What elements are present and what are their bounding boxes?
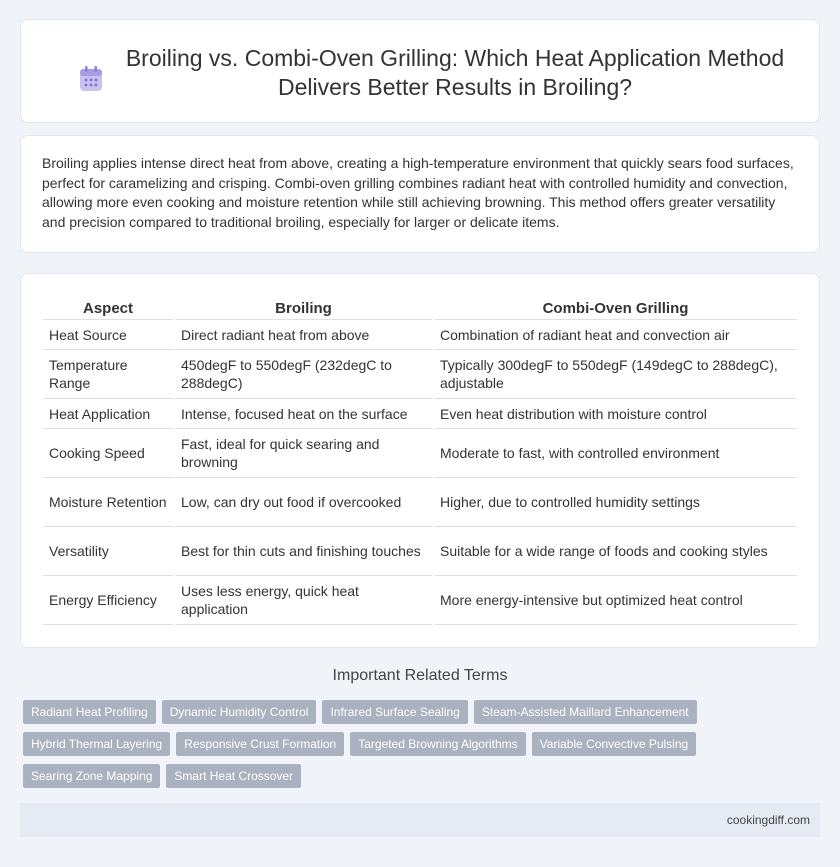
intro-card [20,135,820,253]
term-tag[interactable]: Responsive Crust Formation [176,732,344,756]
broiling-cell: Fast, ideal for quick searing and browning [175,429,432,478]
broiling-cell: Intense, focused heat on the surface [175,399,432,429]
header-combi-oven: Combi-Oven Grilling [434,296,797,320]
footer-site-link[interactable]: cookingdiff.com [726,813,810,827]
header-aspect: Aspect [43,296,173,320]
combi-cell: Combination of radiant heat and convection air [434,320,797,350]
broiling-cell: Direct radiant heat from above [175,320,432,350]
term-tag[interactable]: Infrared Surface Sealing [322,700,467,724]
broiling-cell: Low, can dry out food if overcooked [175,478,432,527]
term-tag[interactable]: Variable Convective Pulsing [532,732,697,756]
term-tag[interactable]: Targeted Browning Algorithms [350,732,525,756]
combi-cell: Moderate to fast, with controlled environment [434,429,797,478]
term-tag[interactable]: Dynamic Humidity Control [162,700,317,724]
intro-paragraph: Broiling applies intense direct heat from above, creating a high-temperature environment that quickly sears food surfaces, perfect for caramelizing and crisping. Combi-oven grilling combines radiant heat with controlled humidity and convection, allowing more even cooking and moisture retention while still achieving browning. This method offers greater versatility and precision compared to traditional broiling, especially for larger or delicate items. [42,155,794,230]
aspect-cell: Energy Efficiency [43,576,173,625]
aspect-cell: Cooking Speed [43,429,173,478]
term-tag[interactable]: Smart Heat Crossover [166,764,301,788]
table-row [43,478,797,527]
table-row [43,429,797,478]
term-tag[interactable]: Hybrid Thermal Layering [23,732,170,756]
related-terms-heading: Important Related Terms [332,667,508,684]
term-tag[interactable]: Searing Zone Mapping [23,764,160,788]
table-header-row [43,296,797,320]
table-row [43,527,797,576]
aspect-cell: Moisture Retention [43,478,173,527]
aspect-cell: Versatility [43,527,173,576]
aspect-cell: Heat Application [43,399,173,429]
calendar-icon [79,66,103,92]
page-title: Broiling vs. Combi-Oven Grilling: Which Heat Application Method Delivers Better Results in Broiling? [125,45,785,100]
aspect-cell: Temperature Range [43,350,173,399]
combi-cell: More energy-intensive but optimized heat control [434,576,797,625]
broiling-cell: Uses less energy, quick heat application [175,576,432,625]
combi-cell: Higher, due to controlled humidity settings [434,478,797,527]
comparison-table [41,296,799,625]
table-row [43,576,797,625]
table-row [43,320,797,350]
table-row [43,399,797,429]
broiling-cell: Best for thin cuts and finishing touches [175,527,432,576]
header-broiling: Broiling [175,296,432,320]
related-terms-list [23,700,723,796]
table-row [43,350,797,399]
term-tag[interactable]: Radiant Heat Profiling [23,700,156,724]
comparison-card [20,273,820,648]
combi-cell: Typically 300degF to 550degF (149degC to 288degC), adjustable [434,350,797,399]
footer [20,803,820,837]
title-card [20,19,820,123]
term-tag[interactable]: Steam-Assisted Maillard Enhancement [474,700,697,724]
combi-cell: Even heat distribution with moisture control [434,399,797,429]
combi-cell: Suitable for a wide range of foods and cooking styles [434,527,797,576]
broiling-cell: 450degF to 550degF (232degC to 288degC) [175,350,432,399]
aspect-cell: Heat Source [43,320,173,350]
